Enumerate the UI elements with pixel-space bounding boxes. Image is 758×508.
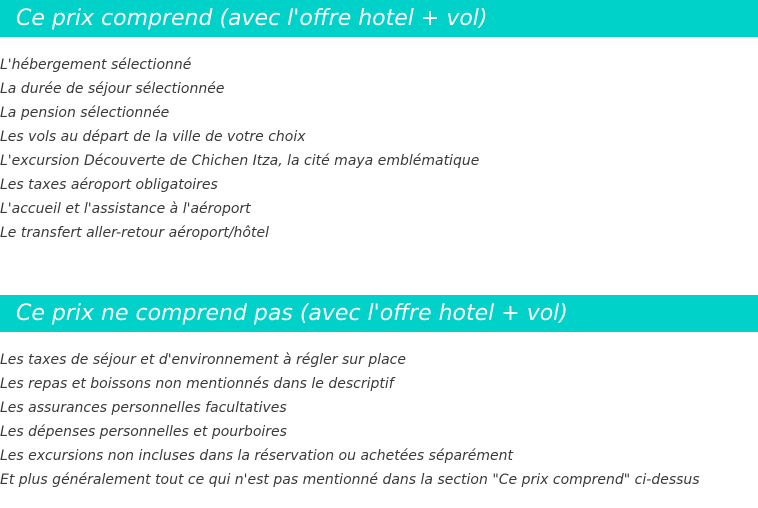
excluded-item: Les excursions non incluses dans la réservation ou achetées séparément [0,448,514,464]
included-heading: Ce prix comprend (avec l'offre hotel + vol) [0,0,758,37]
included-item: Les vols au départ de la ville de votre choix [0,129,306,145]
excluded-item: Les taxes de séjour et d'environnement à régler sur place [0,352,406,368]
included-item: Le transfert aller-retour aéroport/hôtel [0,225,269,241]
included-item: L'excursion Découverte de Chichen Itza, la cité maya emblématique [0,153,480,169]
excluded-section [0,295,758,488]
excluded-list [0,348,700,492]
excluded-item: Les dépenses personnelles et pourboires [0,424,287,440]
included-list [0,53,479,245]
excluded-item: Et plus généralement tout ce qui n'est pas mentionné dans la section "Ce prix comprend" ci-dessus [0,472,700,488]
included-section [0,0,758,241]
included-item: La pension sélectionnée [0,105,170,121]
included-item: La durée de séjour sélectionnée [0,81,225,97]
included-item: L'hébergement sélectionné [0,57,192,73]
excluded-item: Les repas et boissons non mentionnés dans le descriptif [0,376,394,392]
excluded-item: Les assurances personnelles facultatives [0,400,287,416]
excluded-heading: Ce prix ne comprend pas (avec l'offre hotel + vol) [0,295,758,332]
included-item: L'accueil et l'assistance à l'aéroport [0,201,251,217]
included-item: Les taxes aéroport obligatoires [0,177,218,193]
